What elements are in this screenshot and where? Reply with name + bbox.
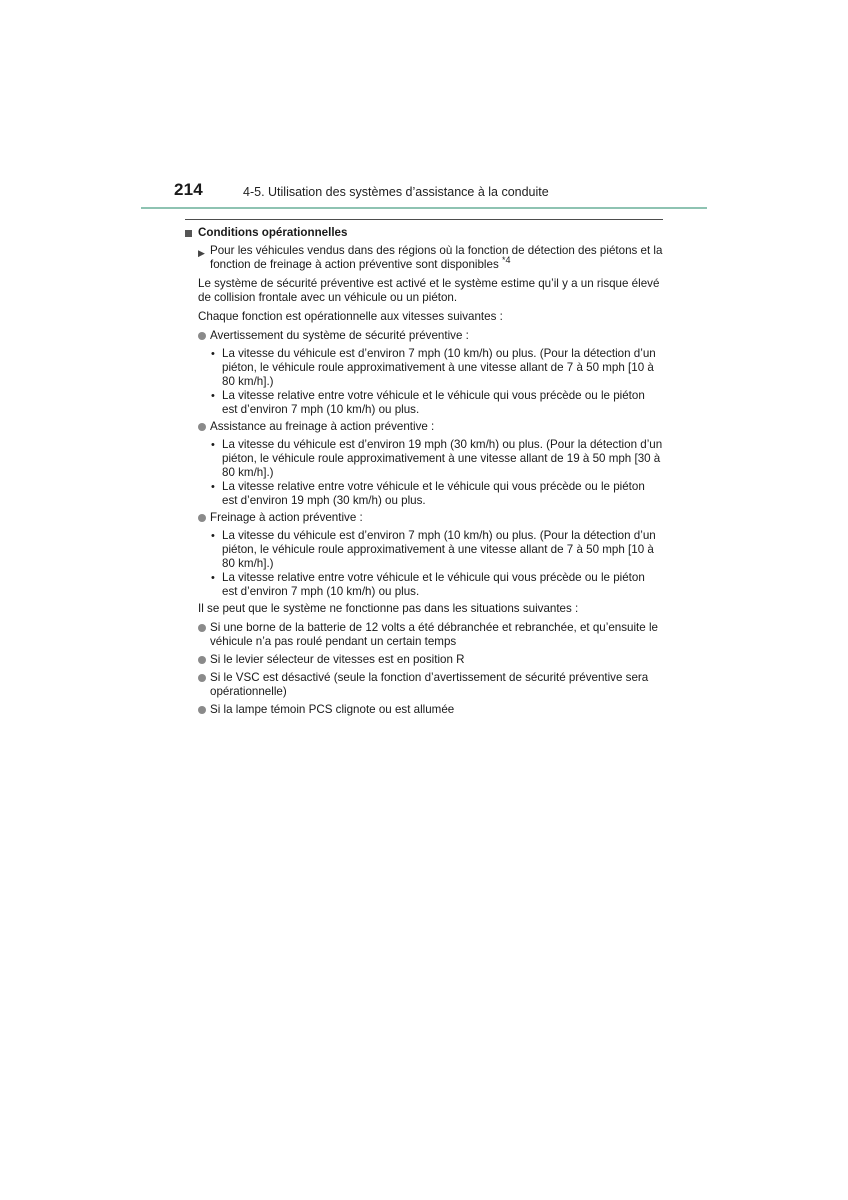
condition-item xyxy=(185,571,663,599)
circle-bullet-icon xyxy=(198,674,206,682)
dot-bullet-icon: • xyxy=(211,481,215,493)
section-title: 4-5. Utilisation des systèmes d’assistance à la conduite xyxy=(243,185,549,199)
region-note xyxy=(185,244,663,272)
situation-item xyxy=(185,653,663,667)
dot-bullet-icon: • xyxy=(211,572,215,584)
condition-item xyxy=(185,438,663,480)
paragraph: Le système de sécurité préventive est activé et le système estime qu’il y a un risque élevé de collision frontale avec un véhicule ou un piéton. xyxy=(198,277,660,304)
circle-bullet-icon xyxy=(198,514,206,522)
dot-bullet-icon: • xyxy=(211,390,215,402)
condition-text: La vitesse relative entre votre véhicule et le véhicule qui vous précède ou le piéton est d’environ 19 mph (30 km/h) ou plus. xyxy=(222,480,645,507)
circle-bullet-icon xyxy=(198,656,206,664)
page-number: 214 xyxy=(174,180,203,199)
dot-bullet-icon: • xyxy=(211,439,215,451)
paragraph: Chaque fonction est opérationnelle aux vitesses suivantes : xyxy=(198,310,503,323)
circle-bullet-icon xyxy=(198,624,206,632)
triangle-arrow-icon: ▶ xyxy=(198,248,205,258)
circle-bullet-icon xyxy=(198,423,206,431)
header-divider xyxy=(141,207,707,209)
function-item xyxy=(185,511,663,525)
paragraph: Il se peut que le système ne fonctionne pas dans les situations suivantes : xyxy=(198,602,579,615)
circle-bullet-icon xyxy=(198,706,206,714)
footnote-ref: *4 xyxy=(501,255,511,266)
function-item xyxy=(185,420,663,434)
situation-text: Si une borne de la batterie de 12 volts a été débranchée et rebranchée, et qu’ensuite le véhicule n’a pas roulé pendant un certain temps xyxy=(210,621,658,648)
condition-item xyxy=(185,347,663,389)
condition-text: La vitesse du véhicule est d’environ 19 mph (30 km/h) ou plus. (Pour la détection d’un piéton, le véhicule roule approximativement à une vitesse allant de 19 à 50 mph [30 à 80 km/h].) xyxy=(222,438,663,479)
condition-text: La vitesse relative entre votre véhicule et le véhicule qui vous précède ou le piéton est d’environ 7 mph (10 km/h) ou plus. xyxy=(222,389,645,416)
situation-text: Si le VSC est désactivé (seule la fonction d’avertissement de sécurité préventive sera opérationnelle) xyxy=(210,671,649,698)
dot-bullet-icon: • xyxy=(211,530,215,542)
function-label: Freinage à action préventive : xyxy=(210,511,363,524)
condition-text: La vitesse du véhicule est d’environ 7 mph (10 km/h) ou plus. (Pour la détection d’un piéton, le véhicule roule approximativement à une vitesse allant de 7 à 50 mph [10 à 80 km/h].) xyxy=(222,347,656,388)
content-divider xyxy=(185,219,663,220)
heading-text: Conditions opérationnelles xyxy=(198,226,348,239)
circle-bullet-icon xyxy=(198,332,206,340)
function-conditions xyxy=(185,438,663,508)
condition-text: La vitesse du véhicule est d’environ 7 mph (10 km/h) ou plus. (Pour la détection d’un piéton, le véhicule roule approximativement à une vitesse allant de 7 à 50 mph [10 à 80 km/h].) xyxy=(222,529,656,570)
condition-item xyxy=(185,529,663,571)
content-body xyxy=(185,226,663,721)
function-conditions xyxy=(185,347,663,417)
function-label: Assistance au freinage à action préventive : xyxy=(210,420,435,433)
function-item xyxy=(185,329,663,343)
situation-item xyxy=(185,703,663,717)
situation-item xyxy=(185,621,663,649)
function-label: Avertissement du système de sécurité préventive : xyxy=(210,329,469,342)
dot-bullet-icon: • xyxy=(211,348,215,360)
function-conditions xyxy=(185,529,663,599)
square-bullet-icon xyxy=(185,230,192,237)
region-note-text: Pour les véhicules vendus dans des régions où la fonction de détection des piétons et la fonction de freinage à action préventive sont disponibles xyxy=(210,244,663,271)
situation-text: Si la lampe témoin PCS clignote ou est allumée xyxy=(210,703,455,716)
condition-text: La vitesse relative entre votre véhicule et le véhicule qui vous précède ou le piéton est d’environ 7 mph (10 km/h) ou plus. xyxy=(222,571,645,598)
situation-text: Si le levier sélecteur de vitesses est en position R xyxy=(210,653,465,666)
situation-item xyxy=(185,671,663,699)
condition-item xyxy=(185,480,663,508)
condition-item xyxy=(185,389,663,417)
heading-conditions xyxy=(185,226,663,240)
